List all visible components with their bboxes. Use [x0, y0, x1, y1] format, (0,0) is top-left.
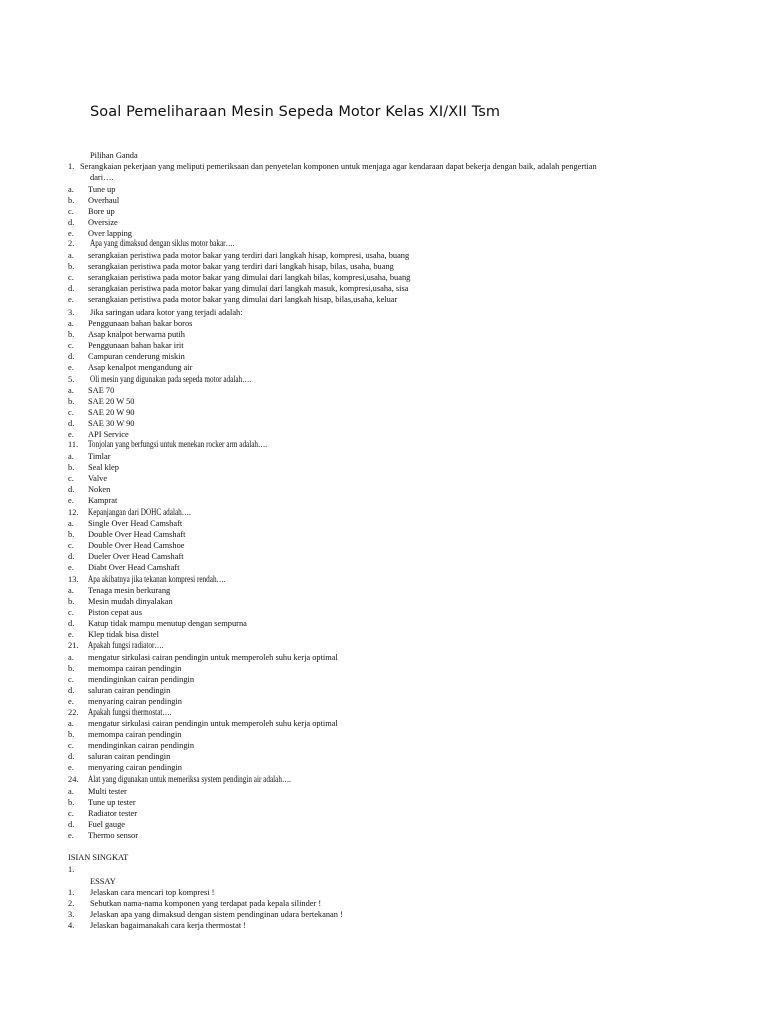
option-letter: a.: [68, 386, 74, 395]
option-text: serangkaian peristiwa pada motor bakar yang dimulai dari langkah masuk, kompresi,usaha, sisa: [88, 284, 409, 293]
option-letter: c.: [68, 408, 74, 417]
question-number: 11.: [68, 440, 79, 449]
option-text: Katup tidak mampu menutup dengan sempurna: [88, 619, 247, 628]
question-number: 12.: [68, 508, 79, 517]
option-text: Kamprat: [88, 496, 118, 505]
option-text: Timlar: [88, 452, 111, 461]
isian-number: 1.: [68, 865, 75, 874]
option-text: Fuel gauge: [88, 820, 125, 829]
option-text: serangkaian peristiwa pada motor bakar yang terdiri dari langkah hisap, kompresi, usaha, buang: [88, 251, 410, 260]
option-text: Double Over Head Camshoe: [88, 541, 185, 550]
option-letter: e.: [68, 430, 74, 439]
option-text: serangkaian peristiwa pada motor bakar yang terdiri dari langkah hisap, bilas, usaha, buang: [88, 262, 394, 271]
option-text: Oversize: [88, 218, 118, 227]
question-text: [88, 439, 312, 450]
option-text: SAE 70: [88, 386, 115, 395]
question-text: [90, 238, 271, 249]
question-text: [88, 707, 192, 718]
option-letter: b.: [68, 330, 75, 339]
option-text: Thermo sensor: [88, 831, 139, 840]
option-text: Single Over Head Camshaft: [88, 519, 183, 528]
option-text: Dueler Over Head Camshaft: [88, 552, 184, 561]
option-text: serangkaian peristiwa pada motor bakar yang dimulai dari langkah hisap, bilas,usaha, keluar: [88, 295, 398, 304]
essay-question: Jelaskan bagaimanakah cara kerja thermostat !: [90, 921, 247, 930]
option-letter: a.: [68, 719, 74, 728]
option-text: menyaring cairan pendingin: [88, 763, 182, 772]
essay-number: 1.: [68, 888, 75, 897]
essay-number: 3.: [68, 910, 75, 919]
option-letter: d.: [68, 752, 75, 761]
question-number: 3.: [68, 308, 75, 317]
question-text: [90, 374, 291, 385]
question-number: 2.: [68, 239, 75, 248]
option-text: Tenaga mesin berkurang: [88, 586, 171, 595]
option-text: saluran cairan pendingin: [88, 686, 171, 695]
option-text: Bore up: [88, 207, 115, 216]
option-letter: c.: [68, 207, 74, 216]
option-letter: d.: [68, 218, 75, 227]
option-text: Over lapping: [88, 229, 132, 238]
option-text: mendinginkan cairan pendingin: [88, 675, 195, 684]
option-letter: a.: [68, 251, 74, 260]
question-text-span: Jika saringan udara kotor yang terjadi adalah:: [90, 308, 243, 317]
option-letter: c.: [68, 675, 74, 684]
option-letter: a.: [68, 653, 74, 662]
option-text: API Service: [88, 430, 129, 439]
essay-question: Jelaskan cara mencari top kompresi !: [90, 888, 215, 897]
question-number: 22.: [68, 708, 79, 717]
option-text: Penggunaan bahan bakar boros: [88, 319, 193, 328]
option-text: Campuran cenderung miskin: [88, 352, 185, 361]
question-text: Serangkaian pekerjaan yang meliputi pemeriksaan dan penyetelan komponen untuk menjaga agar kendaraan dapat bekerja dengan baik, adalah pengertian: [80, 162, 597, 171]
option-letter: b.: [68, 262, 75, 271]
option-text: Piston cepat aus: [88, 608, 142, 617]
option-text: Asap kenalpot mengandung air: [88, 363, 193, 372]
option-letter: a.: [68, 452, 74, 461]
question-text-span: Apakah fungsi radiator….: [88, 640, 164, 650]
question-text: [88, 640, 182, 651]
option-letter: a.: [68, 787, 74, 796]
option-letter: d.: [68, 352, 75, 361]
option-letter: e.: [68, 630, 74, 639]
option-text: Radiator tester: [88, 809, 138, 818]
option-letter: e.: [68, 563, 74, 572]
section-heading-isian-singkat: ISIAN SINGKAT: [68, 853, 129, 862]
option-text: Klep tidak bisa distel: [88, 630, 159, 639]
option-letter: e.: [68, 763, 74, 772]
option-letter: b.: [68, 463, 75, 472]
option-letter: b.: [68, 196, 75, 205]
option-text: saluran cairan pendingin: [88, 752, 171, 761]
option-text: Double Over Head Camshaft: [88, 530, 186, 539]
section-heading-pilihan-ganda: Pilihan Ganda: [90, 151, 138, 160]
option-text: memompa cairan pendingin: [88, 664, 182, 673]
essay-question: Jelaskan apa yang dimaksud dengan sistem pendinginan udara bertekanan !: [90, 910, 343, 919]
question-number: 21.: [68, 641, 79, 650]
section-heading-essay: ESSAY: [90, 877, 116, 886]
option-letter: a.: [68, 185, 74, 194]
option-letter: b.: [68, 730, 75, 739]
option-letter: e.: [68, 363, 74, 372]
question-text: [88, 774, 342, 785]
option-text: Multi tester: [88, 787, 127, 796]
question-text-span: Apakah fungsi thermostat….: [88, 707, 172, 717]
option-letter: d.: [68, 619, 75, 628]
question-text-span: Alat yang digunakan untuk memeriksa system pendingin air adalah….: [88, 774, 291, 784]
option-text: mendinginkan cairan pendingin: [88, 741, 195, 750]
question-text: [88, 507, 216, 518]
option-text: Noken: [88, 485, 111, 494]
option-letter: e.: [68, 697, 74, 706]
option-letter: c.: [68, 474, 74, 483]
option-text: Asap knalpot berwarna putih: [88, 330, 185, 339]
option-text: menyaring cairan pendingin: [88, 697, 182, 706]
question-text-span: Apa akibatnya jika tekanan kompresi rendah….: [88, 574, 226, 584]
option-text: Seal klep: [88, 463, 119, 472]
question-text-span: Apa yang dimaksud dengan siklus motor bakar….: [90, 238, 235, 248]
option-letter: c.: [68, 741, 74, 750]
question-text-span: Oli mesin yang digunakan pada sepeda motor adalah….: [90, 374, 252, 384]
option-text: Diabt Over Head Camshaft: [88, 563, 180, 572]
question-text-span: Tonjolan yang berfungsi untuk menekan rocker arm adalah….: [88, 439, 268, 449]
option-letter: c.: [68, 341, 74, 350]
option-text: Penggunaan bahan bakar irit: [88, 341, 184, 350]
option-letter: b.: [68, 597, 75, 606]
option-letter: e.: [68, 496, 74, 505]
question-number: 13.: [68, 575, 79, 584]
question-text: [88, 574, 260, 585]
option-letter: c.: [68, 809, 74, 818]
option-letter: a.: [68, 319, 74, 328]
option-letter: c.: [68, 608, 74, 617]
essay-number: 4.: [68, 921, 75, 930]
option-text: Tune up tester: [88, 798, 136, 807]
option-text: mengatur sirkulasi cairan pendingin untuk memperoleh suhu kerja optimal: [88, 653, 338, 662]
option-text: Tune up: [88, 185, 116, 194]
option-letter: d.: [68, 820, 75, 829]
option-letter: a.: [68, 586, 74, 595]
option-text: Valve: [88, 474, 108, 483]
option-letter: d.: [68, 552, 75, 561]
option-letter: e.: [68, 831, 74, 840]
option-text: SAE 20 W 50: [88, 397, 135, 406]
option-text: memompa cairan pendingin: [88, 730, 182, 739]
question-number: 5.: [68, 375, 75, 384]
option-letter: e.: [68, 229, 74, 238]
option-letter: d.: [68, 485, 75, 494]
option-text: SAE 30 W 90: [88, 419, 135, 428]
option-letter: b.: [68, 397, 75, 406]
question-text-span: Kepanjangan dari DOHC adalah….: [88, 507, 191, 517]
option-text: mengatur sirkulasi cairan pendingin untuk memperoleh suhu kerja optimal: [88, 719, 338, 728]
option-letter: c.: [68, 273, 74, 282]
question-text-continuation: dari….: [90, 173, 114, 182]
option-letter: a.: [68, 519, 74, 528]
option-text: serangkaian peristiwa pada motor bakar yang dimulai dari langkah bilas, kompresi,usaha, buang: [88, 273, 411, 282]
option-letter: b.: [68, 664, 75, 673]
option-letter: c.: [68, 541, 74, 550]
option-text: SAE 20 W 90: [88, 408, 135, 417]
page-title: Soal Pemeliharaan Mesin Sepeda Motor Kelas XI/XII Tsm: [90, 104, 501, 120]
question-text: [90, 307, 243, 318]
question-number: 24.: [68, 775, 79, 784]
option-letter: e.: [68, 295, 74, 304]
essay-number: 2.: [68, 899, 75, 908]
option-letter: b.: [68, 530, 75, 539]
option-letter: d.: [68, 419, 75, 428]
option-letter: d.: [68, 284, 75, 293]
option-letter: b.: [68, 798, 75, 807]
question-number: 1.: [68, 162, 75, 171]
option-letter: d.: [68, 686, 75, 695]
option-text: Overhaul: [88, 196, 120, 205]
option-text: Mesin mudah dinyalakan: [88, 597, 173, 606]
essay-question: Sebutkan nama-nama komponen yang terdapat pada kepala silinder !: [90, 899, 322, 908]
